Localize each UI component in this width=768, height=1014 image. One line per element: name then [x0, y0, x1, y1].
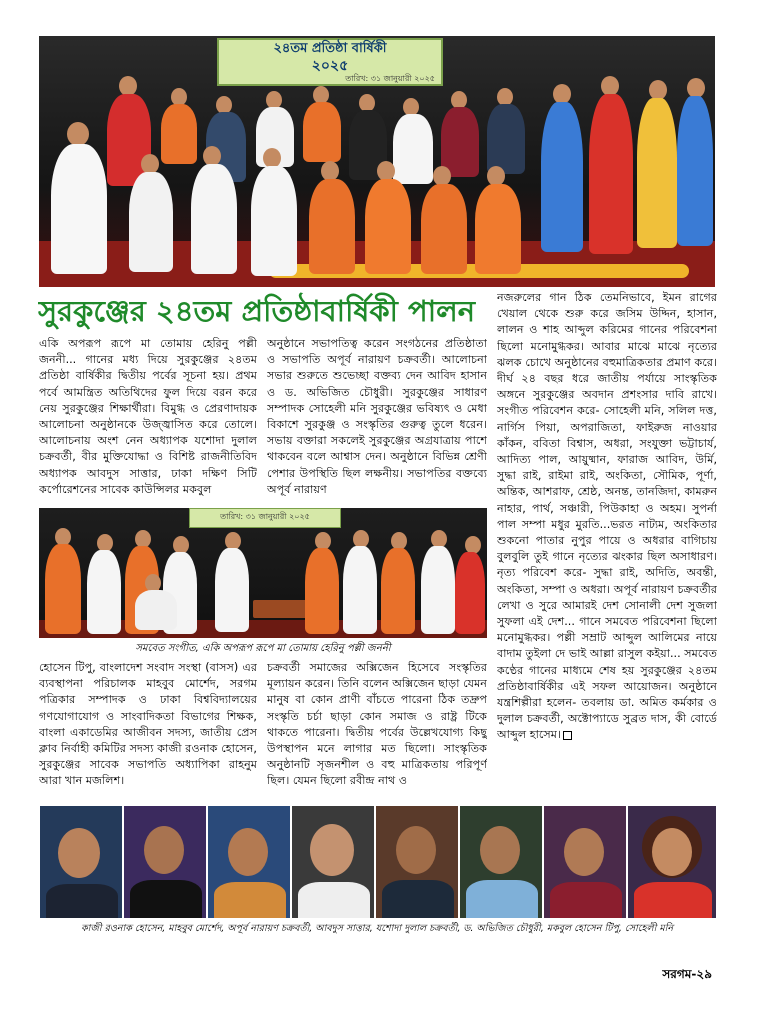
middle-banner-date: তারিখ: ৩১ জানুয়ারী ২০২৫: [220, 512, 310, 521]
column-1-top-text: একি অপরূপ রূপে মা তোমায় হেরিনু পল্লী জননী... গানের মধ্য দিয়ে সুরকুঞ্জের ২৪তম প্রতিষ্ঠা বার্ষিকীর দ্বিতীয় পর্বের সূচনা হয়। প্রথম পর্বে আমন্ত্রিত অতিথিদের ফুল দিয়ে বরন করে নেয় সুরকুঞ্জের শিক্ষার্থীরা। বিমুগ্ধ ও প্রেরণাদায়ক আলোচনা অনুষ্ঠানকে উজ্জ্বাসিত করে তোলে। আলোচনায় অংশ নেন অধ্যাপক যশোদা দুলাল চক্রবর্তী, বীর মুক্তিযোদ্ধা ও বিশিষ্ট রাজনীতিবিদ অধ্যাপক আবদুস সাত্তার, ঢাকা দক্ষিণ সিটি কর্পোরেশনের সাবেক কাউন্সিলর মকবুল: [39, 337, 257, 496]
banner-year: ২০২৫: [311, 58, 349, 74]
anniversary-banner: [217, 38, 443, 86]
middle-chorus-photo: [39, 508, 487, 638]
speaker-photo: [40, 806, 122, 918]
column-1-top: [39, 336, 257, 514]
speakers-gallery: [40, 806, 716, 918]
column-2-bottom-text: চক্রবর্তী সমাজের অক্সিজেন হিসেবে সংস্কৃতির মূল্যায়ন করেন। তিনি বলেন অক্সিজেন ছাড়া যেমন মানুষ বা কোন প্রাণী বাঁচতে পারেনা ঠিক তদ্রুপ সংস্কৃতি চর্চা ছাড়া কোন সমাজ ও রাষ্ট্র টিকে থাকতে পারেনা। দ্বিতীয় পর্বের উল্লেখযোগ্য কিছু উপস্থাপন মনে লাগার মত ছিলো। সাংস্কৃতিক অনুষ্ঠানটি সৃজনশীল ও বহু মাত্রিকতায় পরিপূর্ণ ছিল। যেমন ছিলো রবীন্দ্র নাথ ও: [267, 661, 487, 788]
top-group-photo: [39, 36, 715, 287]
banner-title: ২৪তম প্রতিষ্ঠা বার্ষিকী: [273, 41, 387, 56]
column-3: [497, 290, 717, 802]
speaker-photo: [544, 806, 626, 918]
speaker-photo: [292, 806, 374, 918]
page-number: সরগম-২৯: [662, 967, 712, 981]
speaker-photo: [208, 806, 290, 918]
speaker-photo: [460, 806, 542, 918]
speakers-caption: কাজী রওনাক হোসেন, মাহবুব মোর্শেদ, অপূর্ব নারায়ণ চক্রবর্তী, আবদুস সাত্তার, যশোদা দুলাল চক্রবর্তী, ড. অভিজিত চৌধুরী, মকবুল হোসেন টিপু, সোহেলী মনি: [80, 923, 674, 934]
column-3-body: নজরুলের গান ঠিক তেমনিভাবে, ইমন রাগের খেয়াল থেকে শুরু করে জসিম উদ্দিন, হাসান, লালন ও শাহ আব্দুল করিমের গানের পরিবেশনা ছিলো মনোমুগ্ধকর। আবার মাঝে মাঝে নৃত্যের ঝলক চোখে অনুষ্ঠানের বহুমাত্রিকতার প্রমাণ করে। দীর্ঘ ২৪ বছর ধরে জাতীয় পর্যায়ে সাংস্কৃতিক অঙ্গনে সুরকুঞ্জের অবদান প্রশংসার দাবি রাখে। সংগীত পরিবেশন করে- সোহেলী মনি, সলিল দত্ত, নার্গিস পিয়া, অপরাজিতা, ফাইরুজ নাওয়ার কাঁকন, ববিতা বিশ্বাস, অধরা, সংযুক্তা ভট্টাচার্য, আদিত্য পাল, আয়ুষ্মান, ফারাজ আবিদ, উর্মি, সুদ্ধা রাই, রাইমা রাই, অংকিতা, সৌমিক, পূর্ণা, অন্তিক, আশরাফ, শ্রেষ্ঠ, অনন্ত, তানজিদা, কামরুন নাহার, পার্থ, সঞ্চারী, পিউকাহা ও অহম। সুপর্না পাল সম্পা মধুর মুরতি...ভরত নাট্যম, অংকিতার শুকনো পাতার নুপুর পায়ে ও অধরার বাগিচায় বুলবুলি তুই গানে নৃত্যের ঝংকার ছিল অসাধারণ। নৃত্য পরিবেশ করে- সুদ্ধা রাই, অদিতি, অবন্তী, অংকিতা, সম্পা ও অধরা। অপূর্ব নারায়ণ চক্রবর্তীর লেখা ও সুরে আমারই দেশ সোনালী দেশ সুজলা সুফলা এই দেশ... গানে সমবেত পরিবেশনা ছিলো মনোমুগ্ধকর। পল্লী সম্রাট আব্দুল আলিমের নায়ে বাদাম তুইলা দে ভাই আল্লা রাসুল কইয়া... সমবেত কণ্ঠের গানের মাধ্যমে শেষ হয় সুরকুঞ্জের ২৪তম প্রতিষ্ঠাবার্ষিকীর এই সফল আয়োজন। অনুষ্ঠানে যন্ত্রশিল্পীরা হলেন- তবলায় ডা. অমিত কর্মকার ও দুলাল চক্রবর্তী, অক্টোপ্যাডে সুব্রত দাস, কী বোর্ডে আব্দুল হাসেম।: [497, 291, 717, 742]
end-mark-icon: [563, 731, 572, 740]
column-2-bottom: [267, 660, 487, 806]
middle-banner: [189, 508, 341, 528]
middle-photo-caption: সমবেত সংগীত, একি অপরূপ রূপে মা তোমায় হেরিনু পল্লী জননী: [135, 643, 391, 654]
column-3-text: [497, 290, 717, 744]
column-2-top-text: অনুষ্ঠানে সভাপতিত্ব করেন সংগঠনের প্রতিষ্ঠাতা ও সভাপতি অপূর্ব নারায়ণ চক্রবর্তী। আলোচনা সভার শুরুতে শুভেচ্ছা বক্তব্য দেন আবিদ হাসান ও ড. অভিজিত চৌধুরী। সুরকুঞ্জের সাধারণ সম্পাদক সোহেলী মনি সুরকুঞ্জের ভবিষ্যৎ ও মেধা বিকাশে সুরকুঞ্জ ও সংস্কৃতির গুরুত্ব তুলে ধরেন। সভায় বক্তারা সকলেই সুরকুঞ্জের অগ্রযাত্রায় পাশে থাকবেন বলে আশ্বাস দেন। অনুষ্ঠানে বিভিন্ন শ্রেণী পেশার উপস্থিতি ছিল লক্ষনীয়। সভাপতির বক্তব্যে অপূর্ব নারায়ণ: [267, 337, 487, 496]
speaker-photo: [376, 806, 458, 918]
banner-date: তারিখ: ৩১ জানুয়ারী ২০২৫: [345, 74, 435, 83]
column-1-bottom-text: হোসেন টিপু, বাংলাদেশ সংবাদ সংস্থা (বাসস) এর ব্যবস্থাপনা পরিচালক মাহবুব মোর্শেদ, সরগম পত্রিকার সম্পাদক ও ঢাকা বিশ্ববিদ্যালয়ের গণযোগাযোগ ও সাংবাদিকতা বিভাগের শিক্ষক, বাংলা একাডেমির আজীবন সদস্য, জাতীয় প্রেস ক্লাব নির্বাহী কমিটির সদস্য কাজী রওনাক হোসেন, সুরকুঞ্জের সাবেক সভাপতি অধ্যাপিকা রাহনুম আরা খান মজলিশ।: [39, 661, 257, 788]
column-2-top: [267, 336, 487, 514]
column-1-bottom: [39, 660, 257, 806]
article-headline: সুরকুঞ্জের ২৪তম প্রতিষ্ঠাবার্ষিকী পালন: [38, 294, 476, 328]
speaker-photo: [628, 806, 716, 918]
speaker-photo: [124, 806, 206, 918]
